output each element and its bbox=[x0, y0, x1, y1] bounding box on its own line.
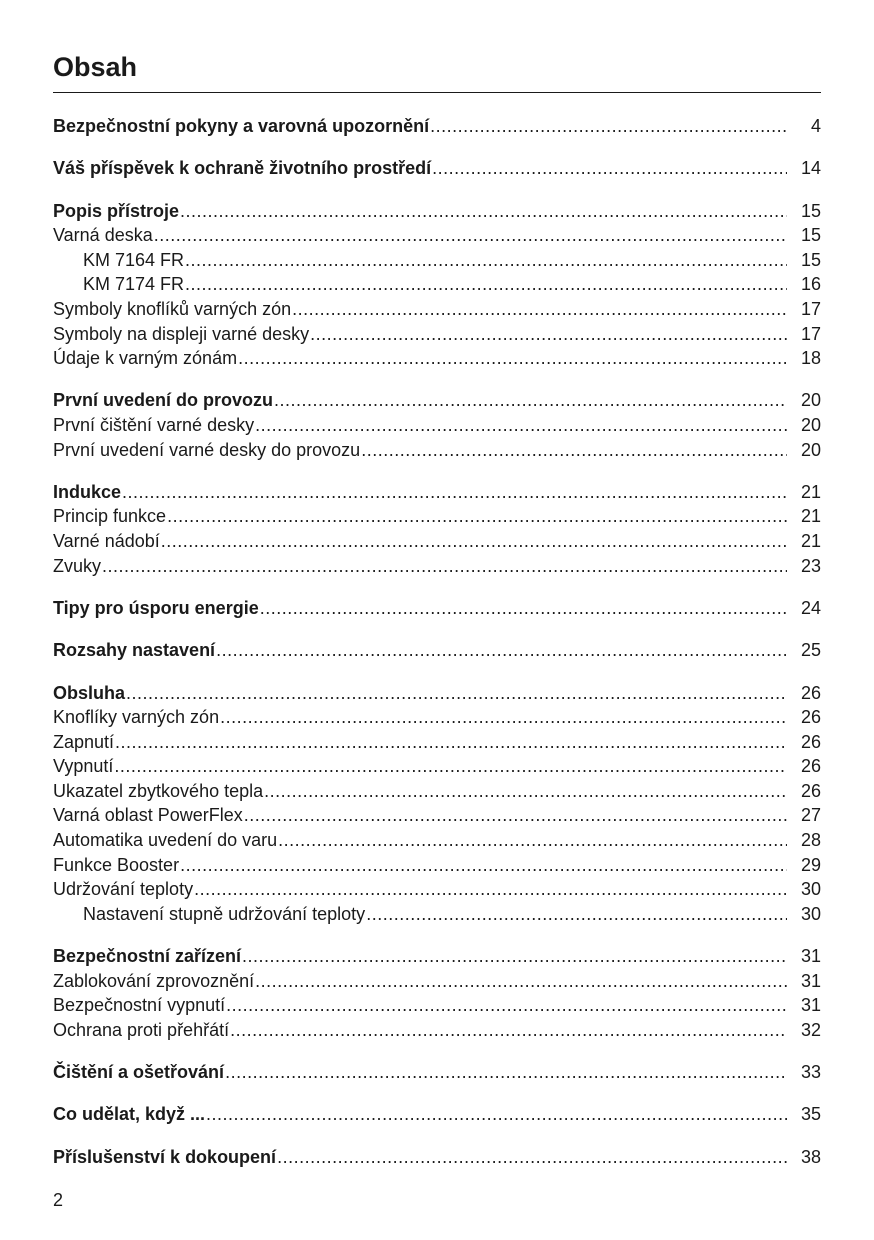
toc-section bbox=[53, 156, 821, 181]
toc-dot-leader bbox=[194, 877, 787, 902]
toc-entry-page-number: 35 bbox=[800, 1104, 821, 1125]
toc-dot-leader bbox=[185, 248, 787, 273]
toc-entry-page-number: 21 bbox=[800, 481, 821, 502]
toc-entry-label: Ochrana proti přehřátí bbox=[53, 1019, 230, 1040]
toc-entry-page-number: 21 bbox=[800, 531, 821, 552]
toc-entry-page-number: 32 bbox=[800, 1019, 821, 1040]
toc-entry-label: Symboly na displeji varné desky bbox=[53, 323, 310, 344]
toc-entry-label: Údaje k varným zónám bbox=[53, 348, 238, 369]
toc-section-entry[interactable] bbox=[53, 322, 821, 347]
toc-section-entry[interactable] bbox=[53, 730, 821, 755]
toc-entry-label: Popis přístroje bbox=[53, 200, 180, 221]
toc-entry-label: Indukce bbox=[53, 481, 122, 502]
toc-section bbox=[53, 944, 821, 1042]
toc-section bbox=[53, 480, 821, 578]
toc-dot-leader bbox=[432, 156, 787, 181]
toc-section-entry[interactable] bbox=[53, 803, 821, 828]
toc-entry-label: Bezpečnostní pokyny a varovná upozornění bbox=[53, 116, 430, 136]
toc-subsection-entry[interactable] bbox=[53, 248, 821, 273]
toc-entry-label: Váš příspěvek k ochraně životního prostředí bbox=[53, 158, 432, 179]
toc-entry-page-number: 20 bbox=[800, 390, 821, 411]
toc-dot-leader bbox=[274, 388, 787, 413]
toc-entry-label: Zablokování zprovoznění bbox=[53, 970, 255, 991]
toc-entry-label: Čištění a ošetřování bbox=[53, 1062, 225, 1083]
toc-section-entry[interactable] bbox=[53, 413, 821, 438]
toc-chapter-entry[interactable] bbox=[53, 480, 821, 505]
toc-dot-leader bbox=[220, 705, 787, 730]
toc-section-entry[interactable] bbox=[53, 877, 821, 902]
toc-chapter-entry[interactable] bbox=[53, 638, 821, 663]
page-title: Obsah bbox=[53, 52, 138, 82]
toc-entry-label: Varná deska bbox=[53, 225, 153, 246]
toc-entry-page-number: 27 bbox=[800, 805, 821, 826]
toc-section bbox=[53, 1102, 821, 1127]
toc-dot-leader bbox=[154, 223, 787, 248]
toc-entry-label: Udržování teploty bbox=[53, 879, 194, 900]
toc-entry-page-number: 15 bbox=[800, 200, 821, 221]
toc-dot-leader bbox=[242, 944, 787, 969]
toc-dot-leader bbox=[255, 969, 787, 994]
toc-section bbox=[53, 199, 821, 371]
toc-entry-page-number: 17 bbox=[800, 298, 821, 319]
toc-dot-leader bbox=[230, 1018, 787, 1043]
toc-dot-leader bbox=[278, 828, 787, 853]
toc-entry-label: Bezpečnostní vypnutí bbox=[53, 995, 226, 1016]
toc-section bbox=[53, 388, 821, 462]
toc-entry-page-number: 15 bbox=[800, 249, 821, 270]
toc-section-entry[interactable] bbox=[53, 297, 821, 322]
toc-section-entry[interactable] bbox=[53, 853, 821, 878]
toc-chapter-entry[interactable] bbox=[53, 114, 821, 139]
toc-dot-leader bbox=[430, 114, 787, 139]
toc-dot-leader bbox=[115, 730, 787, 755]
toc-subsection-entry[interactable] bbox=[53, 272, 821, 297]
toc-section-entry[interactable] bbox=[53, 529, 821, 554]
toc-dot-leader bbox=[161, 529, 787, 554]
toc-section-entry[interactable] bbox=[53, 504, 821, 529]
toc-section-entry[interactable] bbox=[53, 828, 821, 853]
toc-entry-label: Ukazatel zbytkového tepla bbox=[53, 780, 264, 801]
toc-dot-leader bbox=[216, 638, 787, 663]
toc-dot-leader bbox=[180, 199, 787, 224]
toc-entry-label: Symboly knoflíků varných zón bbox=[53, 298, 292, 319]
toc-dot-leader bbox=[114, 754, 787, 779]
toc-entry-label: První čištění varné desky bbox=[53, 415, 255, 435]
toc-dot-leader bbox=[361, 438, 787, 463]
toc-section bbox=[53, 681, 821, 927]
toc-entry-label: KM 7164 FR bbox=[83, 249, 185, 270]
toc-dot-leader bbox=[238, 346, 787, 371]
toc-entry-label: Vypnutí bbox=[53, 756, 114, 777]
toc-entry-page-number: 26 bbox=[800, 780, 821, 801]
toc-dot-leader bbox=[185, 272, 787, 297]
toc-entry-page-number: 20 bbox=[800, 415, 821, 435]
toc-entry-label: Varné nádobí bbox=[53, 531, 160, 552]
toc-section bbox=[53, 1060, 821, 1085]
toc-entry-page-number: 25 bbox=[800, 640, 821, 661]
toc-entry-label: Zapnutí bbox=[53, 731, 115, 752]
toc-entry-label: Varná oblast PowerFlex bbox=[53, 805, 243, 826]
toc-entry-page-number: 23 bbox=[800, 555, 821, 576]
toc-dot-leader bbox=[206, 1102, 787, 1127]
toc-entry-page-number: 17 bbox=[800, 323, 821, 344]
toc-dot-leader bbox=[260, 596, 787, 621]
toc-chapter-entry[interactable] bbox=[53, 199, 821, 224]
toc-dot-leader bbox=[180, 853, 787, 878]
toc-section-entry[interactable] bbox=[53, 969, 821, 994]
toc-entry-label: Bezpečnostní zařízení bbox=[53, 946, 242, 967]
toc-entry-page-number: 26 bbox=[800, 731, 821, 752]
toc-chapter-entry[interactable] bbox=[53, 944, 821, 969]
toc-dot-leader bbox=[292, 297, 787, 322]
toc-entry-page-number: 33 bbox=[800, 1062, 821, 1083]
toc-section bbox=[53, 114, 821, 139]
toc-entry-page-number: 26 bbox=[800, 756, 821, 777]
toc-entry-page-number: 18 bbox=[800, 348, 821, 369]
toc-section-entry[interactable] bbox=[53, 438, 821, 463]
toc-entry-page-number: 26 bbox=[800, 682, 821, 703]
toc-section-entry[interactable] bbox=[53, 554, 821, 579]
toc-entry-label: Knoflíky varných zón bbox=[53, 707, 220, 728]
toc-section-entry[interactable] bbox=[53, 1018, 821, 1043]
title-divider bbox=[53, 92, 821, 93]
toc-entry-label: Zvuky bbox=[53, 555, 102, 576]
toc-entry-label: Princip funkce bbox=[53, 506, 167, 527]
toc-entry-page-number: 14 bbox=[800, 158, 821, 179]
toc-section-entry[interactable] bbox=[53, 346, 821, 371]
toc-entry-label: První uvedení do provozu bbox=[53, 390, 274, 411]
toc-entry-label: Příslušenství k dokoupení bbox=[53, 1146, 277, 1167]
toc-section-entry[interactable] bbox=[53, 993, 821, 1018]
toc-dot-leader bbox=[244, 803, 787, 828]
page-number: 2 bbox=[53, 1190, 64, 1210]
toc-entry-page-number: 20 bbox=[800, 439, 821, 460]
table-of-contents bbox=[53, 114, 821, 1187]
toc-entry-label: Obsluha bbox=[53, 682, 126, 703]
toc-dot-leader bbox=[255, 413, 787, 438]
toc-entry-page-number: 38 bbox=[800, 1146, 821, 1167]
toc-entry-page-number: 21 bbox=[800, 506, 821, 527]
toc-entry-label: KM 7174 FR bbox=[83, 274, 185, 295]
toc-entry-page-number: 30 bbox=[800, 903, 821, 924]
toc-chapter-entry[interactable] bbox=[53, 596, 821, 621]
toc-entry-page-number: 24 bbox=[800, 597, 821, 618]
toc-entry-label: První uvedení varné desky do provozu bbox=[53, 439, 361, 460]
toc-chapter-entry[interactable] bbox=[53, 156, 821, 181]
toc-entry-page-number: 28 bbox=[800, 830, 821, 851]
toc-section-entry[interactable] bbox=[53, 779, 821, 804]
toc-chapter-entry[interactable] bbox=[53, 388, 821, 413]
toc-section bbox=[53, 638, 821, 663]
toc-entry-label: Rozsahy nastavení bbox=[53, 640, 216, 661]
toc-entry-page-number: 16 bbox=[800, 274, 821, 295]
toc-dot-leader bbox=[126, 681, 787, 706]
toc-entry-page-number: 26 bbox=[800, 707, 821, 728]
toc-section-entry[interactable] bbox=[53, 705, 821, 730]
toc-entry-page-number: 31 bbox=[800, 946, 821, 967]
toc-entry-page-number: 31 bbox=[800, 995, 821, 1016]
toc-dot-leader bbox=[366, 902, 787, 927]
toc-entry-label: Nastavení stupně udržování teploty bbox=[83, 903, 366, 924]
toc-entry-page-number: 30 bbox=[800, 879, 821, 900]
toc-chapter-entry[interactable] bbox=[53, 1145, 821, 1170]
toc-entry-page-number: 4 bbox=[810, 116, 821, 136]
toc-entry-label: Tipy pro úsporu energie bbox=[53, 597, 259, 618]
toc-subsection-entry[interactable] bbox=[53, 902, 821, 927]
toc-dot-leader bbox=[225, 1060, 787, 1085]
toc-dot-leader bbox=[226, 993, 787, 1018]
toc-chapter-entry[interactable] bbox=[53, 1102, 821, 1127]
toc-entry-label: Co udělat, když ... bbox=[53, 1104, 206, 1125]
toc-chapter-entry[interactable] bbox=[53, 681, 821, 706]
toc-dot-leader bbox=[167, 504, 787, 529]
toc-section-entry[interactable] bbox=[53, 754, 821, 779]
toc-dot-leader bbox=[277, 1145, 787, 1170]
toc-dot-leader bbox=[122, 480, 787, 505]
toc-dot-leader bbox=[310, 322, 787, 347]
toc-entry-label: Automatika uvedení do varu bbox=[53, 830, 278, 851]
toc-entry-page-number: 29 bbox=[800, 854, 821, 875]
toc-section-entry[interactable] bbox=[53, 223, 821, 248]
toc-dot-leader bbox=[264, 779, 787, 804]
toc-dot-leader bbox=[102, 554, 787, 579]
toc-entry-page-number: 15 bbox=[800, 225, 821, 246]
toc-entry-page-number: 31 bbox=[800, 970, 821, 991]
toc-entry-label: Funkce Booster bbox=[53, 854, 180, 875]
toc-chapter-entry[interactable] bbox=[53, 1060, 821, 1085]
toc-section bbox=[53, 1145, 821, 1170]
toc-section bbox=[53, 596, 821, 621]
